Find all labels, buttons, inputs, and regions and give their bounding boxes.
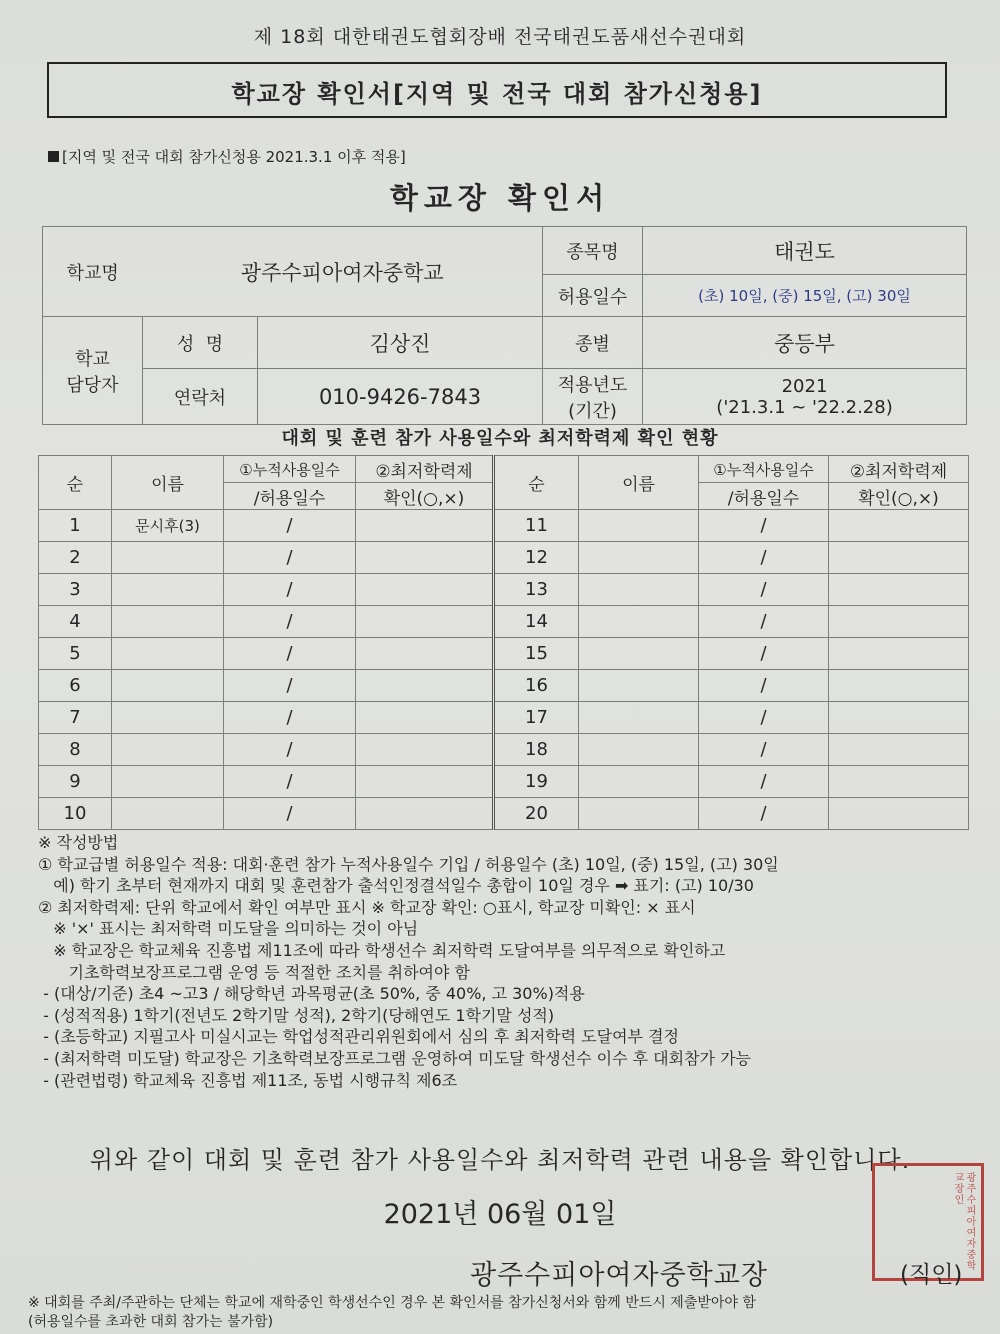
row-number: 14	[494, 606, 579, 638]
manager-label-line2: 담당자	[66, 374, 119, 396]
student-name	[112, 606, 224, 638]
allowed-days-label: 허용일수	[543, 275, 643, 317]
row-number: 4	[39, 606, 112, 638]
days-used: /	[224, 574, 356, 606]
student-name	[579, 702, 699, 734]
manager-label	[43, 317, 143, 425]
row-number: 5	[39, 638, 112, 670]
student-name	[579, 510, 699, 542]
days-used: /	[224, 510, 356, 542]
header-days: ①누적사용일수	[224, 456, 356, 483]
name-label: 성 명	[143, 317, 258, 369]
min-academic-check	[356, 510, 494, 542]
min-academic-check	[829, 798, 969, 830]
student-name	[112, 734, 224, 766]
student-name	[579, 670, 699, 702]
confirmation-statement: 위와 같이 대회 및 훈련 참가 사용일수와 최저학력 관련 내용을 확인합니다.	[89, 1146, 911, 1174]
min-academic-check	[829, 670, 969, 702]
days-used: /	[224, 606, 356, 638]
usage-note-text: [지역 및 전국 대회 참가신청용 2021.3.1 이후 적용]	[62, 148, 406, 166]
instruction-line: ※ 작성방법	[38, 833, 119, 852]
table-row	[39, 638, 969, 670]
days-used: /	[699, 670, 829, 702]
table-row	[39, 542, 969, 574]
school-label: 학교명	[43, 227, 143, 317]
min-academic-check	[829, 542, 969, 574]
header-no: 순	[494, 456, 579, 510]
issue-date: 2021년 06월 01일	[383, 1199, 617, 1230]
table-row	[39, 702, 969, 734]
header-name: 이름	[579, 456, 699, 510]
header-check-sub: 확인(○,×)	[829, 483, 969, 510]
student-name	[579, 734, 699, 766]
header-check: ②최저학력제	[829, 456, 969, 483]
instruction-line: 예) 학기 초부터 현재까지 대회 및 훈련참가 출석인정결석일수 총합이 10일 경우 ➡ 표기: (고) 10/30	[38, 876, 754, 896]
days-used: /	[224, 766, 356, 798]
allowed-days-value: (초) 10일, (중) 15일, (고) 30일	[643, 275, 967, 317]
table-row	[39, 734, 969, 766]
days-used: /	[224, 670, 356, 702]
min-academic-check	[356, 798, 494, 830]
year-label-line1: 적용년도	[557, 374, 628, 396]
header-days-sub: /허용일수	[224, 483, 356, 510]
student-name	[112, 574, 224, 606]
instruction-line: ① 학교급별 허용일수 적용: 대회·훈련 참가 누적사용일수 기입 / 허용일수 (초) 10일, (중) 15일, (고) 30일	[38, 854, 779, 874]
student-name: 문시후(3)	[112, 510, 224, 542]
row-number: 20	[494, 798, 579, 830]
days-used: /	[699, 574, 829, 606]
status-table	[38, 455, 969, 830]
sport-value: 태권도	[643, 227, 967, 275]
row-number: 10	[39, 798, 112, 830]
category-value: 중등부	[643, 317, 967, 369]
student-name	[579, 798, 699, 830]
header-no: 순	[39, 456, 112, 510]
status-title: 대회 및 훈련 참가 사용일수와 최저학력제 확인 현황	[281, 428, 719, 449]
days-used: /	[699, 606, 829, 638]
instructions	[38, 832, 779, 1091]
category-label: 종별	[543, 317, 643, 369]
min-academic-check	[829, 574, 969, 606]
footer-line: (허용일수를 초과한 대회 참가는 불가함)	[28, 1314, 274, 1330]
row-number: 2	[39, 542, 112, 574]
days-used: /	[224, 734, 356, 766]
header-name: 이름	[112, 456, 224, 510]
row-number: 13	[494, 574, 579, 606]
min-academic-check	[356, 638, 494, 670]
days-used: /	[699, 542, 829, 574]
min-academic-check	[356, 542, 494, 574]
row-number: 12	[494, 542, 579, 574]
min-academic-check	[356, 734, 494, 766]
seal-impression: 광주수피아여자중학교장인	[952, 1172, 975, 1271]
days-used: /	[699, 798, 829, 830]
table-row	[39, 606, 969, 638]
instruction-line: ※ '×' 표시는 최저학력 미도달을 의미하는 것이 아님	[38, 919, 419, 939]
student-name	[112, 798, 224, 830]
days-used: /	[224, 638, 356, 670]
instruction-line: 기초학력보장프로그램 운영 등 적절한 조치를 취하여야 함	[38, 962, 470, 982]
year-value	[643, 369, 967, 425]
student-name	[112, 766, 224, 798]
row-number: 3	[39, 574, 112, 606]
instruction-line: - (최저학력 미도달) 학교장은 기초학력보장프로그램 운영하여 미도달 학생선수 이수 후 대회참가 가능	[38, 1048, 751, 1068]
instruction-line: - (관련법령) 학교체육 진흥법 제11조, 동법 시행규칙 제6조	[38, 1070, 458, 1090]
days-used: /	[699, 734, 829, 766]
row-number: 18	[494, 734, 579, 766]
row-number: 8	[39, 734, 112, 766]
min-academic-check	[356, 670, 494, 702]
contact-value: 010-9426-7843	[258, 369, 543, 425]
usage-note	[48, 146, 406, 167]
row-number: 11	[494, 510, 579, 542]
days-used: /	[224, 798, 356, 830]
year-label-line2: (기간)	[568, 400, 617, 422]
row-number: 9	[39, 766, 112, 798]
days-used: /	[699, 766, 829, 798]
min-academic-check	[829, 702, 969, 734]
days-used: /	[699, 510, 829, 542]
min-academic-check	[356, 766, 494, 798]
days-used: /	[224, 702, 356, 734]
row-number: 6	[39, 670, 112, 702]
instruction-line: - (성적적용) 1학기(전년도 2학기말 성적), 2학기(당해연도 1학기말 성적)	[38, 1005, 555, 1025]
row-number: 7	[39, 702, 112, 734]
min-academic-check	[829, 510, 969, 542]
principal-name: 광주수피아여자중학교장	[470, 1260, 768, 1291]
min-academic-check	[829, 606, 969, 638]
header-days: ①누적사용일수	[699, 456, 829, 483]
manager-name: 김상진	[258, 317, 543, 369]
contact-label: 연락처	[143, 369, 258, 425]
certificate-title: 학교장 확인서[지역 및 전국 대회 참가신청용]	[231, 80, 763, 108]
instruction-line: - (초등학교) 지필고사 미실시교는 학업성적관리위원회에서 심의 후 최저학력 도달여부 결정	[38, 1027, 679, 1047]
header-check-sub: 확인(○,×)	[356, 483, 494, 510]
student-name	[579, 606, 699, 638]
applicable-period: ('21.3.1 ~ '22.2.28)	[716, 396, 893, 418]
min-academic-check	[356, 574, 494, 606]
min-academic-check	[829, 766, 969, 798]
instruction-line: - (대상/기준) 초4 ~고3 / 해당학년 과목평균(초 50%, 중 40%, 고 30%)적용	[38, 984, 585, 1004]
student-name	[112, 638, 224, 670]
footer-line: ※ 대회를 주최/주관하는 단체는 학교에 재학중인 학생선수인 경우 본 확인서를 참가신청서와 함께 반드시 제출받아야 함	[28, 1295, 756, 1311]
table-row	[39, 766, 969, 798]
student-name	[112, 702, 224, 734]
student-name	[579, 542, 699, 574]
table-row	[39, 510, 969, 542]
sport-label: 종목명	[543, 227, 643, 275]
student-name	[579, 766, 699, 798]
event-title: 제 18회 대한태권도협회장배 전국태권도품새선수권대회	[253, 26, 747, 48]
student-name	[112, 670, 224, 702]
instruction-line: ② 최저학력제: 단위 학교에서 확인 여부만 표시 ※ 학교장 확인: ○표시, 학교장 미확인: × 표시	[38, 897, 696, 917]
student-name	[112, 542, 224, 574]
header-days-sub: /허용일수	[699, 483, 829, 510]
form-title: 학교장 확인서	[389, 181, 611, 215]
min-academic-check	[829, 638, 969, 670]
row-number: 16	[494, 670, 579, 702]
min-academic-check	[829, 734, 969, 766]
min-academic-check	[356, 606, 494, 638]
row-number: 15	[494, 638, 579, 670]
seal-label: (직인)	[900, 1262, 963, 1288]
school-name: 광주수피아여자중학교	[143, 227, 543, 317]
row-number: 19	[494, 766, 579, 798]
table-row	[39, 670, 969, 702]
min-academic-check	[356, 702, 494, 734]
table-row	[39, 798, 969, 830]
student-name	[579, 638, 699, 670]
student-name	[579, 574, 699, 606]
header-check: ②최저학력제	[356, 456, 494, 483]
applicable-year: 2021	[781, 375, 828, 397]
footer-notes	[28, 1294, 756, 1332]
square-bullet-icon	[48, 151, 59, 162]
info-table	[42, 226, 967, 425]
instruction-line: ※ 학교장은 학교체육 진흥법 제11조에 따라 학생선수 최저학력 도달여부를 의무적으로 확인하고	[38, 940, 726, 960]
row-number: 17	[494, 702, 579, 734]
days-used: /	[699, 638, 829, 670]
row-number: 1	[39, 510, 112, 542]
table-row	[39, 574, 969, 606]
manager-label-line1: 학교	[75, 348, 110, 370]
year-label	[543, 369, 643, 425]
days-used: /	[224, 542, 356, 574]
days-used: /	[699, 702, 829, 734]
